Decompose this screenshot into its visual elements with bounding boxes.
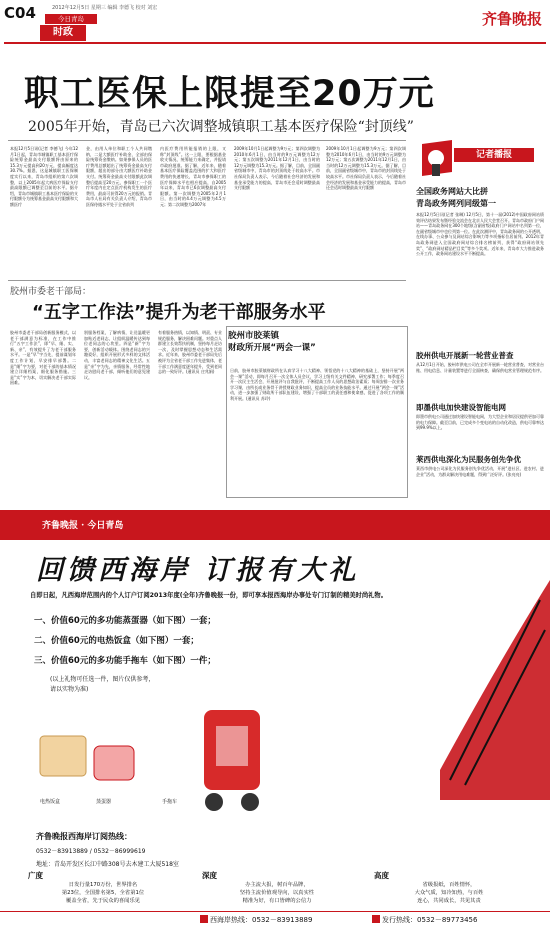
- promo-line: 连心，共同成长，共见其责: [417, 898, 481, 904]
- gift-item-2: 二、价值60元的电热饭盒（如下图）一套；: [34, 636, 199, 646]
- ad-note-line-2: 请以实物为准): [50, 686, 89, 693]
- newspaper-logo: 齐鲁晚报: [481, 10, 542, 28]
- promo-gaodu: [374, 870, 524, 916]
- lead-col-5: 2009年10月1日起调整为9万元；第四次调整为2010年6月1日，由当时的9万元调整为12万元；第五次调整为2011年12月1日，由当时的12万元调整为15.3万元。据了解，目前，全国副省级城市中，青岛市的封顶线处于较高水平。市社保局负责人表示，今后随着社会经济的发展和基金承受能力的提高，青岛市还会适时调整最高支付限额: [326, 146, 406, 191]
- promo-guangdu: [28, 870, 178, 916]
- promo-shendu: [202, 870, 352, 916]
- section-tag: 时政: [40, 25, 86, 41]
- promo-line: 坚持主流价值观导向，以真实性: [239, 890, 315, 896]
- lead-col-2: 金，由用人单位和职工个人共同缴纳，二是大额医疗补助金，全部由保险统筹资金缴纳。如果参保人员的医疗费用总额超出了统筹资金最高支付限额，超出的部分由大额医疗补助金支付。统筹资金最高支付限额此次调整后提高至20万元，参保职工一个医疗年度内在定点医疗机构发生的医疗费用，最高可获得20万元的报销。青岛市人社局有关负责人介绍，青岛市医保待遇水平处于全省前列: [86, 146, 152, 207]
- subscription-ad: [0, 510, 550, 896]
- edition-label: 今日青岛: [45, 14, 97, 24]
- brief-body-2: 即墨市供电公司通过加快建设智能电网，为大型企业和居民提供更加可靠的电力保障。截至目前，已完成多个变电站的自动化改造，供电可靠率达到99.9%以上。: [416, 414, 544, 431]
- story-col-1: 胶州市委老干部局创新服务模式，以老干部满意为标准，在工作中推行“五字工作法”，即“早、细、实、新、亲”，有效提升了为老干部服务水平。一是“早”字当先，提前谋划年度工作计划，早安排早部署。二是“细”字为要，对老干部的基本情况建立详细档案，细化服务措施。三是“实”字为本，切实解决老干部实际困难。: [10, 330, 76, 386]
- jiaozhou-body: 日前，胶州市胶莱镇财政所在认真学习十八大精神、领悟党的十八大精神的基础上，坚持开展“两会一课”活动，即每月召开一次全体人员会议，学习上级有关文件精神，研究部署工作；每季度召开一次民主生活会，开展批评与自我批评，不断提高工作人员的思想政治素质；每周安排一次业务学习课，由所长或业务骨干讲授财政业务知识，提高全员的业务技能水平。通过开展“两会一课”活动，进一步加强了财政所干部队伍建设，增强了干部职工的责任感和使命感，促进了各项工作的顺利开展。(通讯员 苏玲): [230, 368, 404, 401]
- square-icon: [200, 915, 208, 923]
- product-label-2: 蒸蛋器: [96, 799, 112, 805]
- promo-line: 覆盖全省，先于民众的喜闻乐见: [65, 898, 141, 904]
- promo-title: 深度: [202, 871, 217, 880]
- news-right-headline: 全国政务网站大比拼: [416, 187, 488, 196]
- brief-body-3: 莱西市供电公司深化为民服务创先争优活动，开展“进社区、进农村、进企业”活动，为群众解决用电难题，得到广泛好评。(张亮亮): [416, 466, 544, 477]
- lead-subheadline: 2005年开始，青岛已六次调整城镇职工基本医疗保险“封顶线”: [28, 119, 414, 135]
- promo-line: 第23位，全国排名第5，全省第1位: [61, 890, 145, 896]
- jiaozhou-title-1: 胶州市胶莱镇: [228, 331, 280, 341]
- ad-note: [50, 675, 170, 701]
- promo-line: 办主流大报，树百年品牌，: [245, 882, 309, 888]
- story-col-3: 有着服务热情，以知情、明责、专业规范服务，解决困难问题。对重点人群建立长效帮扶机制，坚持每月走访一次，及时掌握思想动态和生活需求。近年来，胶州市委老干部局先后被评为全省老干部工作先进集体，老干部工作满意度逐年提升，受到老同志的一致好评。(通讯员 庄兆娟): [158, 330, 222, 375]
- ribbon-label: 记者播报: [454, 148, 534, 162]
- footer-hotline-1: [200, 914, 312, 926]
- brief-title-3: 莱西供电深化为民服务创先争优: [416, 455, 521, 464]
- story-kicker: 胶州市委老干部局：: [10, 287, 92, 297]
- promo-title: 高度: [374, 871, 389, 880]
- promo-title: 广度: [28, 871, 43, 880]
- divider: [8, 280, 406, 281]
- footer-hotline-2: [372, 914, 477, 926]
- jiaozhou-title-2: 财政所开展“两会一课”: [228, 343, 316, 353]
- ad-logo: 齐鲁晚报 · 今日青岛: [42, 521, 124, 531]
- page-number: C04: [4, 4, 36, 22]
- promo-line: 精准为好，有口皆碑的公信力: [242, 898, 312, 904]
- lead-col-3: 内医疗费用所能报销的上限，又称“封顶线”。这一上限，要根据基金收支情况、统筹能力来确定，并报请市政府批准。据了解，近年来，随着基本医疗保险覆盖范围的扩大和医疗费用的快速增长，青岛市参保职工的医疗保障水平也相应提高，自2005年以来，青岛市已6次调整最高支付限额。第一次调整为2005年2月1日，由当时的4.4万元调整为4.5万元；第二次调整为2007年: [160, 146, 226, 207]
- ad-phone: 0532－83913889 / 0532－86999619: [36, 848, 146, 855]
- promo-line: 日发行量170万份，世界排名: [68, 882, 138, 888]
- promo-line: 省级报纸，百姓情怀，: [422, 882, 476, 888]
- dateline: 2012年12月5日 星期三 编辑 李德飞 校对 刘宏: [52, 5, 158, 11]
- news-right-subheadline: 青岛政务网列同级第一: [416, 199, 496, 208]
- footer-bar: [0, 911, 550, 927]
- reporter-ribbon: [412, 136, 544, 182]
- lead-col-4: 2009年10月1日起调整为9万元；第四次调整为2010年6月1日，由当时的9万元调整为12万元；第五次调整为2011年12月1日，由当时的12万元调整为15.3万元。据了解，目前，全国副省级城市中，青岛市的封顶线处于较高水平。市社保局负责人表示，今后随着社会经济的发展和基金承受能力的提高，青岛市还会适时调整最高支付限额: [234, 146, 320, 191]
- divider: [8, 140, 406, 141]
- footer-hotline-text: 西海岸热线：0532－83913889: [210, 916, 313, 924]
- brief-title-2: 即墨供电加快建设智能电网: [416, 403, 506, 412]
- ad-product-images: [34, 706, 294, 826]
- product-illustrations: [34, 706, 294, 826]
- ad-note-line-1: (以上礼物可任选一件，图片仅供参考，: [50, 676, 155, 683]
- brief-title-1: 胶州供电开展新一轮营业普查: [416, 351, 514, 360]
- promo-strip: [28, 870, 524, 916]
- footer-hotline-text: 发行热线：0532－89773456: [382, 916, 478, 924]
- ad-banner-slogan: 回馈西海岸 订报有大礼: [36, 555, 360, 586]
- gift-item-3: 三、价值60元的多功能手拖车（如下图）一件；: [34, 656, 216, 666]
- brief-body-1: 从12月1日开始，胶州市供电公司在全市开展新一轮营业普查，对营业台账、用电信息、计量装置等进行全面核查，确保供电营业管理规范有序。: [416, 362, 544, 373]
- ad-hotline-title: 齐鲁晚报西海岸订阅热线：: [36, 831, 132, 841]
- story-headline: “五字工作法”提升为老干部服务水平: [32, 302, 326, 323]
- promo-line: 大众气质，知冷知热，与百姓: [414, 890, 484, 896]
- header-rule: [4, 42, 546, 44]
- gift-item-1: 一、价值60元的多功能蒸蛋器（如下图）一套；: [34, 616, 216, 626]
- square-icon: [372, 915, 380, 923]
- ad-rowing-graphic: [440, 540, 550, 800]
- ad-description: 自即日起，凡西海岸范围内的个人订户订阅2013年度(全年)齐鲁晚报一份，即可享本报西海岸办事处专门订制的精美时尚礼物。: [30, 592, 388, 599]
- product-label-3: 手拖车: [162, 799, 178, 805]
- jiaozhou-headline: [228, 330, 368, 364]
- ad-address: 地址：青岛开发区长江中路308号去木建工大厦518室: [36, 861, 179, 868]
- lead-headline: 职工医保上限提至20万元: [24, 74, 435, 114]
- lead-col-1: 本报12月5日讯(记者 李德飞) 今年12月1日起，青岛市城镇职工基本医疗保险统筹金最高支付限额将由原来的15.3万元提高到20万元，提高幅度达30.7%。据悉，这是城镇职工医保制度实行以来，青岛市组织的第六次调整，以上2005年起大病医疗保险支付最高限额已调整至目前的水平。据介绍，青岛市城镇职工基本医疗保险的支付限额分为统筹基金最高支付限额和大额医疗: [10, 146, 78, 207]
- news-right-body: 本报12月5日讯(记者 张琳) 12月5日，第十一届(2012)中国政府网站绩效评估结果发布暨经验交流会在北京人民大会堂召开。青岛市政府门户网站——青岛政务网在300个地级(含副省级)政府门户网站中名列第一位，在副省级城市中也位列第一位。在此次测评中，青岛政务网的公开透明、在线办事、公众参与及网站综合影响力等多项指标位居前列。2012年青岛政务网进入全国政府网站综合排名榜前列，获得“政府网站领先奖”、“政府网站精品栏目奖”等多个奖项。近年来，青岛市大力推进政务公开工作，政务网站建设水平不断提高。: [416, 212, 544, 257]
- story-col-2: 别服务档案，了解病情，让送温暖更加贴近老同志，让组织温暖传达到每位老同志的心坎里。四是“新”字为要，创新活动载体。围绕老同志的兴趣爱好，组织开展形式多样的文体活动，丰富老同志的精神文化生活。五是“亲”字为先，亲情服务，经常性地走访慰问老干部，倾听他们的意见建议。: [84, 330, 150, 380]
- product-label-1: 电热饭盒: [40, 799, 61, 805]
